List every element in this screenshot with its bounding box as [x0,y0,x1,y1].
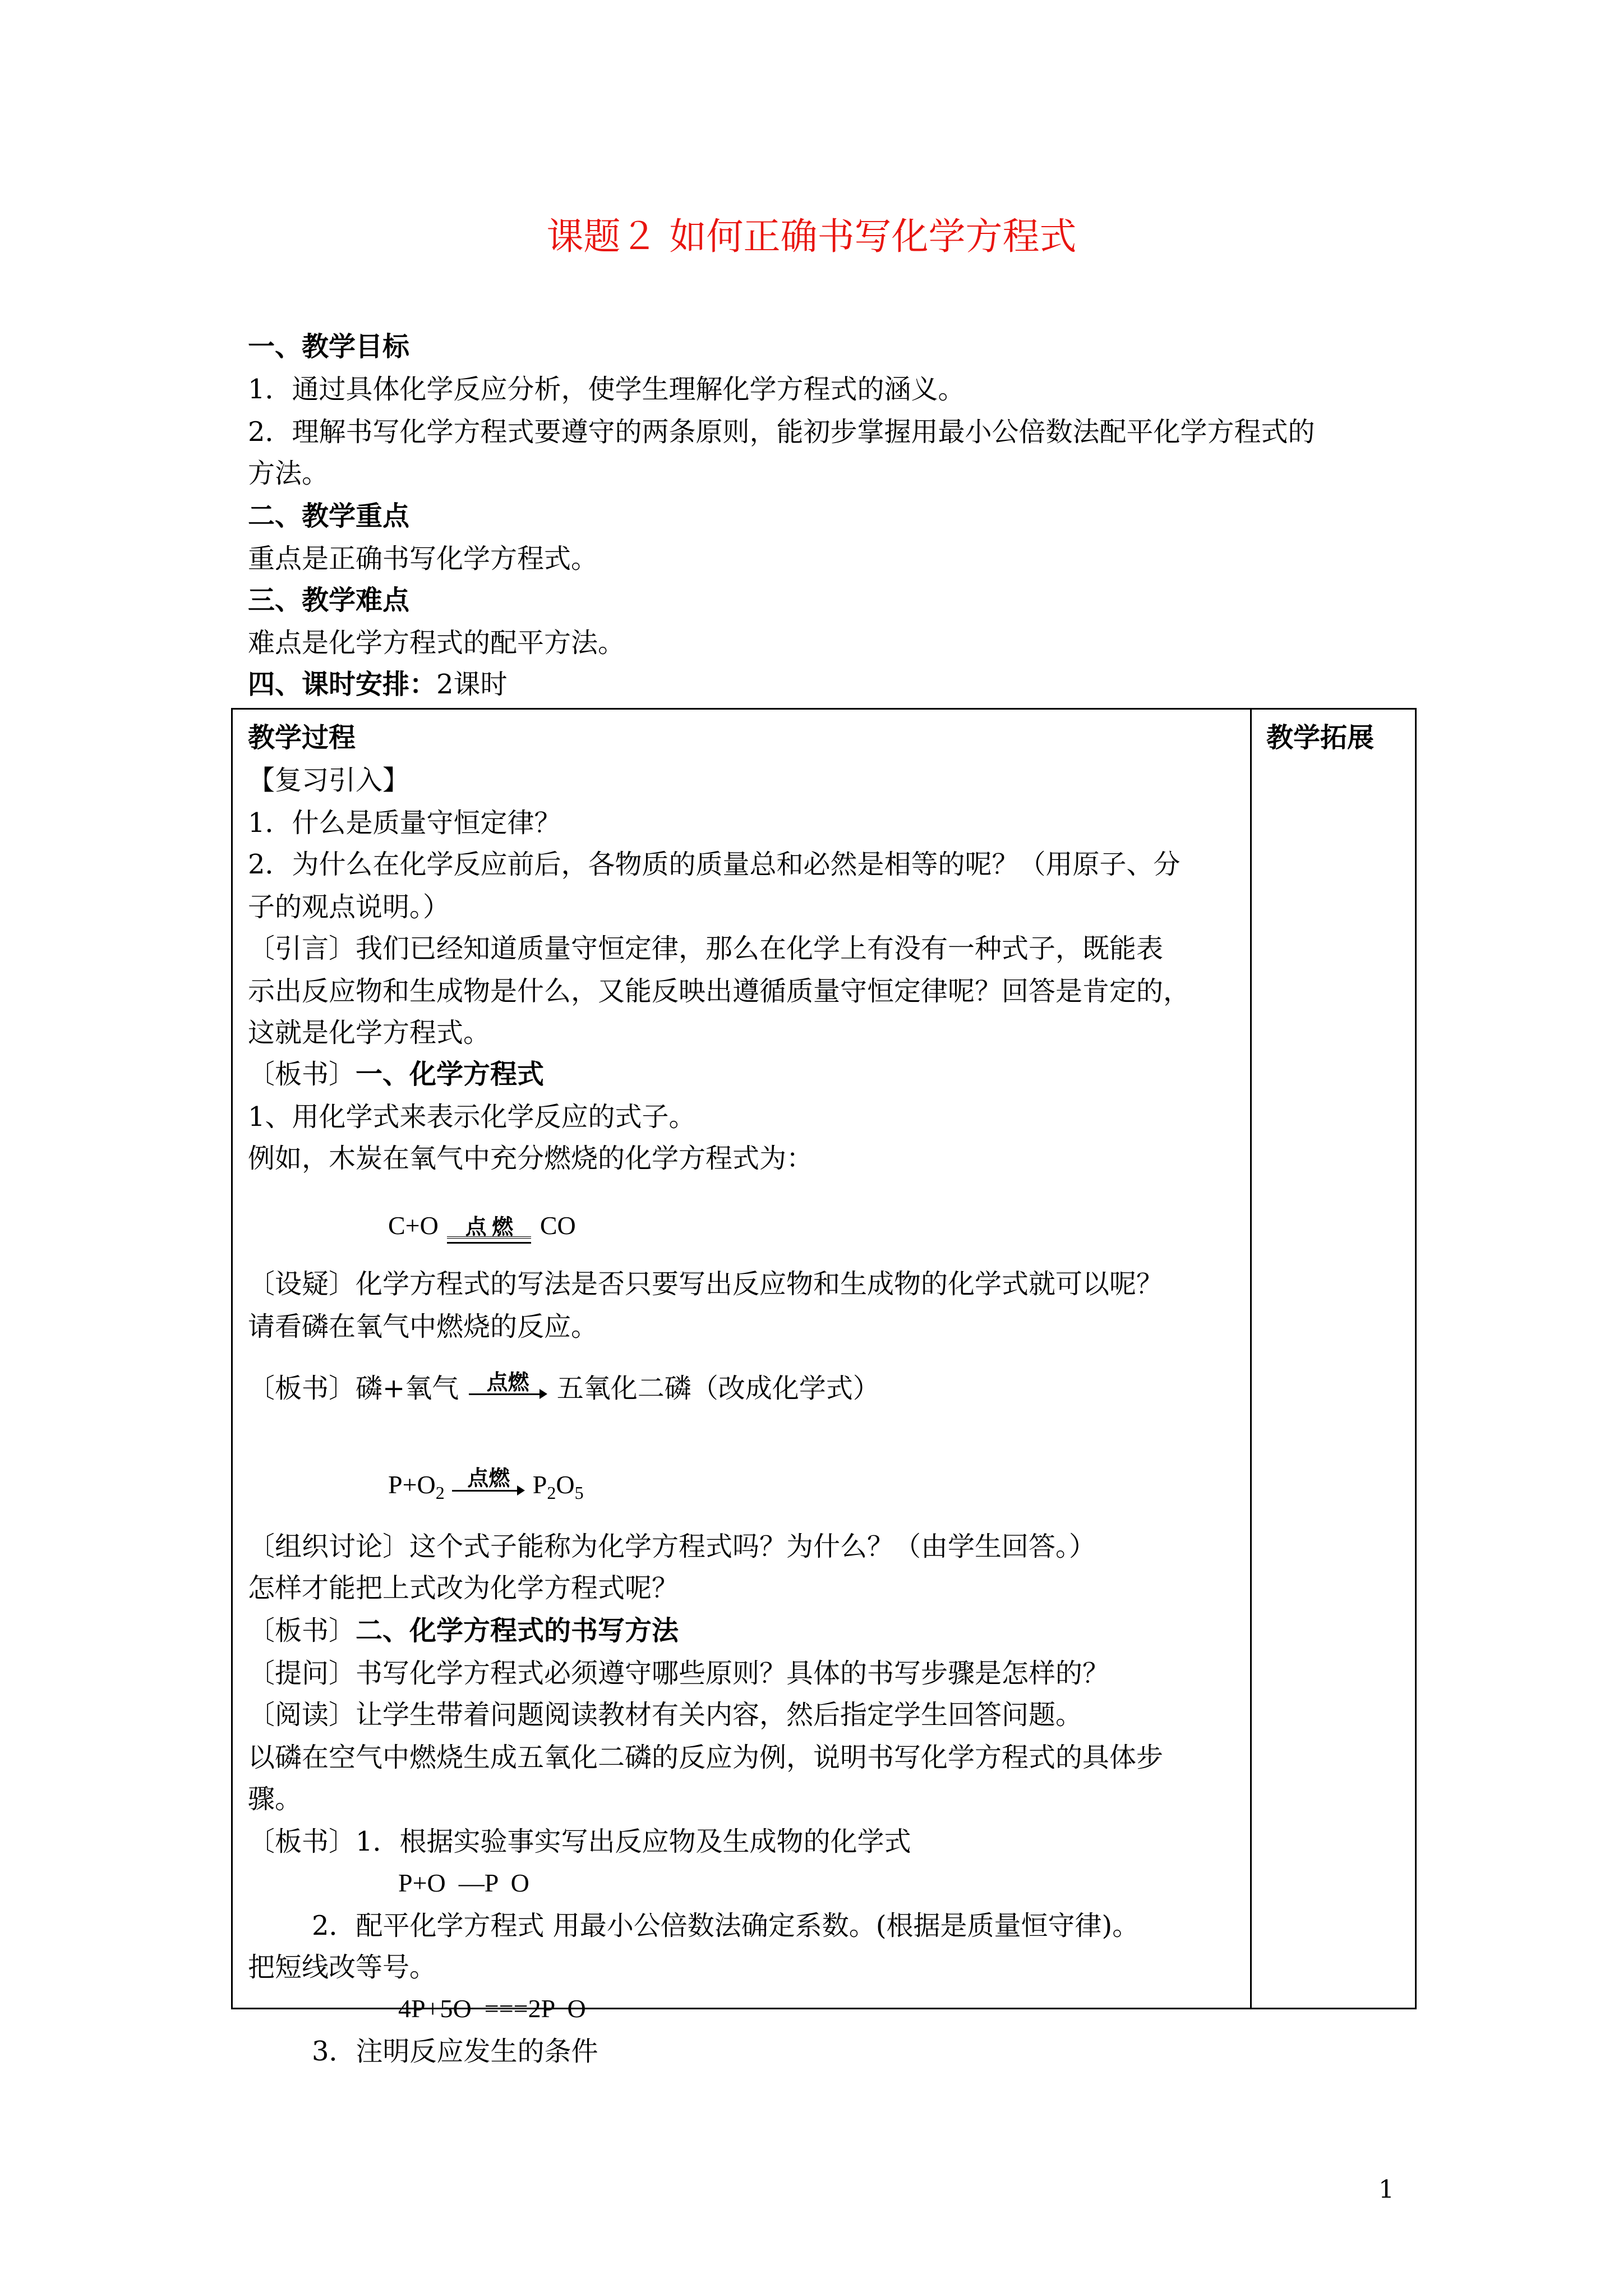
step-2-line-1: 2．配平化学方程式 用最小公倍数法确定系数。(根据是质量恒守律)。 [312,1910,1140,1941]
schedule-line [248,664,508,705]
eq2-left: P+O [388,1470,436,1499]
eq1-condition-box [447,1206,531,1247]
schedule-heading: 四、课时安排： [248,669,437,700]
board-3 [248,1611,679,1650]
question-2-line-1: 2．为什么在化学反应前后，各物质的质量总和必然是相等的呢？（用原子、分 [248,849,1181,880]
intro-line-3: 这就是化学方程式。 [248,1017,491,1048]
doubt-line-1: 〔设疑〕化学方程式的写法是否只要写出反应物和生成物的化学式就可以呢？ [248,1268,1164,1300]
equation-3: P+O —P O [398,1869,529,1897]
board-2-arrow-line [469,1393,543,1395]
step-3: 3．注明反应发生的条件 [312,2036,598,2067]
eq1-right: CO [540,1211,576,1240]
board-1-prefix: 〔板书〕 [248,1059,356,1090]
eq1-condition: 点 燃 [465,1216,514,1239]
doubt-line-2: 请看磷在氧气中燃烧的反应。 [248,1311,598,1342]
step-2-line-2: 把短线改等号。 [248,1952,437,1983]
eq2-right-o-subscript: 5 [574,1483,584,1503]
col-header-process: 教学过程 [248,722,356,753]
goal-item-2-line-2: 方法。 [248,458,329,489]
intro-line-1: 〔引言〕我们已经知道质量守恒定律，那么在化学上有没有一种式子，既能表 [248,933,1164,964]
discuss-line-2: 怎样才能把上式改为化学方程式呢？ [248,1572,679,1604]
equation-1 [388,1206,576,1247]
eq2-arrow-line [452,1490,520,1492]
ask-line: 〔提问〕书写化学方程式必须遵守哪些原则？具体的书写步骤是怎样的？ [248,1658,1110,1689]
illustration-line-1: 以磷在空气中燃烧生成五氧化二磷的反应为例，说明书写化学方程式的具体步 [248,1742,1164,1773]
board-2-arrow [469,1369,547,1410]
key-point-heading: 二、教学重点 [248,500,410,532]
col-header-extension: 教学拓展 [1266,722,1375,753]
page-title: 课题２ 如何正确书写化学方程式 [546,215,1077,258]
board-2-condition: 点燃 [486,1369,529,1395]
goal-item-1: 1．通过具体化学反应分析，使学生理解化学方程式的涵义。 [248,374,965,405]
eq2-condition: 点燃 [467,1467,510,1490]
page-number: 1 [1378,2175,1394,2204]
discuss-line-1: 〔组织讨论〕这个式子能称为化学方程式吗？为什么？（由学生回答。） [248,1531,1096,1562]
equation-4: 4P+5O ===2P O [398,1994,586,2023]
difficulty-text: 难点是化学方程式的配平方法。 [248,627,625,659]
question-2-line-2: 子的观点说明。） [248,891,450,923]
definition: 1、用化学式来表示化学反应的式子。 [248,1101,696,1133]
board-2-arrow-head [540,1389,547,1399]
eq2-right-p: P [532,1470,547,1499]
eq2-arrow-head [517,1485,525,1496]
board-1 [248,1055,544,1094]
eq2-right-p-subscript: 2 [547,1483,556,1503]
key-point-text: 重点是正确书写化学方程式。 [248,543,598,574]
eq2-arrow [452,1465,525,1506]
eq2-left-subscript: 2 [435,1483,445,1503]
equation-2 [388,1465,584,1512]
question-1: 1．什么是质量守恒定律？ [248,807,561,839]
schedule-text: 2课时 [436,669,508,700]
board-1-title: 一、化学方程式 [356,1059,545,1090]
example-intro: 例如，木炭在氧气中充分燃烧的化学方程式为： [248,1143,814,1174]
eq1-equals-sign [447,1236,531,1244]
column-divider [1250,710,1252,2008]
read-line: 〔阅读〕让学生带着问题阅读教材有关内容，然后指定学生回答问题。 [248,1699,1083,1731]
review-heading: 【复习引入】 [248,765,410,796]
difficulty-heading: 三、教学难点 [248,585,410,616]
goal-item-2-line-1: 2．理解书写化学方程式要遵守的两条原则，能初步掌握用最小公倍数法配平化学方程式的 [248,416,1315,448]
eq1-left: C+O [388,1211,439,1240]
step-1: 〔板书〕1．根据实验事实写出反应物及生成物的化学式 [248,1826,911,1857]
board-2 [248,1369,880,1410]
board-2-right: 五氧化二磷（改成化学式） [556,1373,880,1404]
board-2-left: 〔板书〕磷+氧气 [248,1373,459,1404]
board-3-title: 二、化学方程式的书写方法 [356,1615,679,1646]
goals-heading: 一、教学目标 [248,331,410,362]
intro-line-2: 示出反应物和生成物是什么，又能反映出遵循质量守恒定律呢？回答是肯定的， [248,976,1191,1007]
eq2-right-o: O [556,1470,575,1499]
board-3-prefix: 〔板书〕 [248,1615,356,1646]
illustration-line-2: 骤。 [248,1783,302,1815]
